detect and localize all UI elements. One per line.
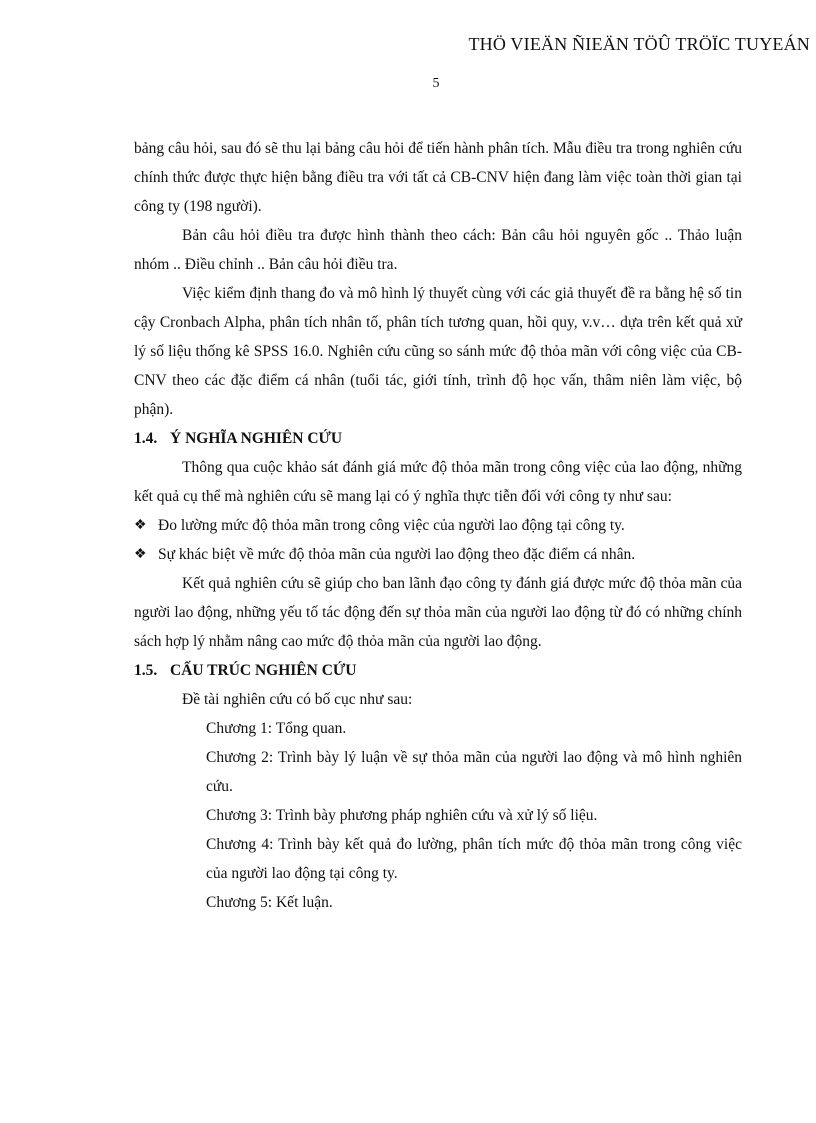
- chapter-item: Chương 2: Trình bày lý luận về sự thỏa mãn của người lao động và mô hình nghiên cứu.: [206, 749, 742, 795]
- list-item-text: Sự khác biệt về mức độ thỏa mãn của người lao động theo đặc điểm cá nhân.: [158, 546, 636, 563]
- section-number: 1.4.: [134, 430, 158, 447]
- section-heading-structure: [134, 656, 742, 685]
- list-item: [134, 540, 742, 569]
- chapter-item: Chương 3: Trình bày phương pháp nghiên cứu và xử lý số liệu.: [206, 807, 598, 824]
- page-header: THÖ VIEÄN ÑIEÄN TÖÛ TRÖÏC TUYEÁN: [468, 34, 810, 54]
- list-item: [134, 511, 742, 540]
- chapter-item: Chương 4: Trình bày kết quả đo lường, phân tích mức độ thỏa mãn trong công việc của người lao động tại công ty.: [206, 836, 742, 882]
- paragraph-results-use: Kết quả nghiên cứu sẽ giúp cho ban lãnh đạo công ty đánh giá được mức độ thỏa mãn của người lao động, những yếu tố tác động đến sự thỏa mãn của người lao động từ đó có những chính sách hợp lý nhằm nâng cao mức độ thỏa mãn của người lao động.: [134, 575, 742, 650]
- paragraph-analysis-methods: Việc kiểm định thang đo và mô hình lý thuyết cùng với các giả thuyết đề ra bằng hệ số tin cậy Cronbach Alpha, phân tích nhân tố, phân tích tương quan, hồi quy, v.v… dựa trên kết quả xử lý số liệu thống kê SPSS 16.0. Nghiên cứu cũng so sánh mức độ thỏa mãn với công việc của CB-CNV theo các đặc điểm cá nhân (tuổi tác, giới tính, trình độ học vấn, thâm niên làm việc, bộ phận).: [134, 285, 742, 418]
- chapter-item: Chương 1: Tổng quan.: [206, 720, 347, 737]
- structure-intro: Đề tài nghiên cứu có bố cục như sau:: [182, 691, 413, 708]
- section-heading-meaning: [134, 424, 742, 453]
- chapter-item: Chương 5: Kết luận.: [206, 894, 333, 911]
- diamond-bullet-icon: ❖: [134, 518, 147, 533]
- section-title: Ý NGHĨA NGHIÊN CỨU: [170, 430, 343, 447]
- paragraph-practical-meaning: Thông qua cuộc khảo sát đánh giá mức độ thỏa mãn trong công việc của lao động, những kết quả cụ thể mà nghiên cứu sẽ mang lại có ý nghĩa thực tiễn đối với công ty như sau:: [134, 459, 742, 505]
- paragraph-survey-sample: bảng câu hỏi, sau đó sẽ thu lại bảng câu hỏi để tiến hành phân tích. Mẫu điều tra trong nghiên cứu chính thức được thực hiện bằng điều tra với tất cả CB-CNV hiện đang làm việc toàn thời gian tại công ty (198 người).: [134, 140, 742, 215]
- list-item-text: Đo lường mức độ thỏa mãn trong công việc của người lao động tại công ty.: [158, 517, 625, 534]
- page-number: 5: [432, 76, 440, 91]
- diamond-bullet-icon: ❖: [134, 547, 147, 562]
- section-number: 1.5.: [134, 662, 158, 679]
- document-body: [134, 134, 742, 917]
- section-title: CẤU TRÚC NGHIÊN CỨU: [170, 662, 357, 679]
- paragraph-questionnaire-process: Bản câu hỏi điều tra được hình thành theo cách: Bản câu hỏi nguyên gốc .. Thảo luận nhóm .. Điều chỉnh .. Bản câu hỏi điều tra.: [134, 227, 742, 273]
